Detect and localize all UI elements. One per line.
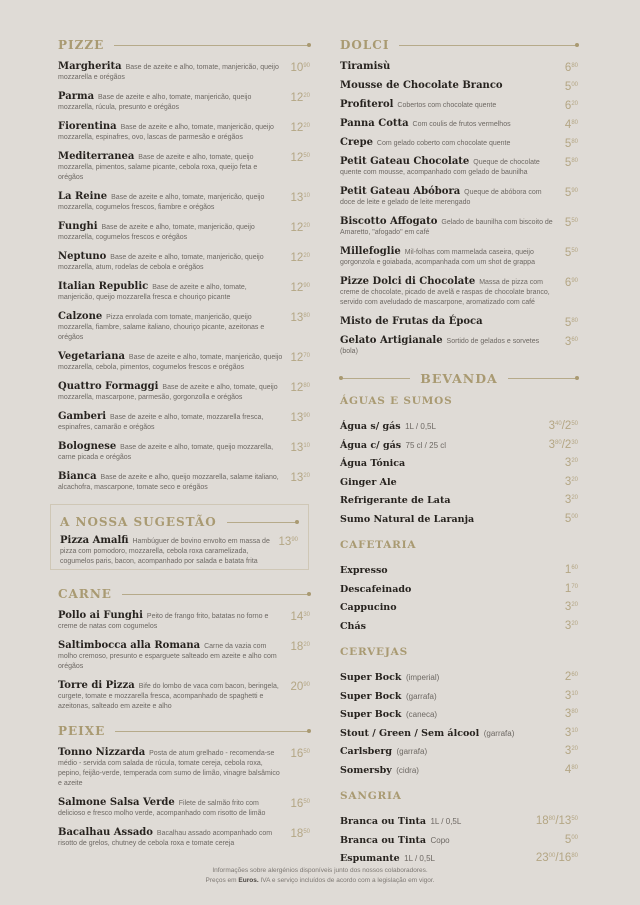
drink-label: [340, 509, 474, 527]
drink-name: Super Bock: [340, 690, 402, 702]
drink-item: [340, 616, 578, 635]
drink-price: $3^{20}$: [564, 494, 578, 506]
item-description: Base de azeite e alho, tomate, manjericão, queijo mozzarella, atum, rodelas de cebola e orégãos: [58, 254, 264, 271]
drink-item: [340, 760, 578, 779]
menu-item: [340, 100, 578, 112]
drink-name: Água c/ gás: [340, 439, 402, 451]
item-description: Queque de abóbora com doce de leite e gelado de leite merengado: [340, 189, 542, 206]
drink-item: [340, 597, 578, 616]
drink-name: Branca ou Tinta: [340, 816, 427, 827]
item-description: Gelado de baunilha com biscoito de Amaretto, "afogado" em café: [340, 219, 553, 236]
item-description: Bacalhau assado acompanhado com risotto de grelos, chutney de cebola roxa e tomate cereja: [58, 830, 273, 847]
item-description: Base de azeite e alho, tomate, manjericão, queijo mozzarella e orégãos: [58, 64, 279, 81]
menu-item: [58, 611, 310, 632]
drink-name: Chás: [340, 620, 366, 632]
item-description: Filete de salmão frito com delicioso e fresco molho verde, acompanhado com risotto de limão: [58, 800, 266, 817]
drink-price: $23^{00}/16^{80}$: [535, 852, 578, 864]
drink-item: [340, 472, 578, 491]
drink-label: [340, 472, 397, 490]
drink-price: $3^{80}/2^{30}$: [548, 438, 578, 451]
item-description: Com coulis de frutos vermelhos: [412, 121, 511, 128]
menu-item: [58, 222, 310, 243]
item-description: Massa de pizza com creme de chocolate, picado de avelã e raspas de chocolate branco, servido com aveludado de mascarpone, aromatizado com café: [340, 279, 550, 306]
item-name: Vegetariana: [58, 351, 125, 362]
item-name: Tonno Nizzarda: [58, 747, 146, 758]
item-text: [340, 217, 565, 238]
menu-item: [340, 119, 578, 131]
drink-label: [340, 723, 514, 741]
menu-item: [58, 152, 310, 183]
item-price: $14^{30}$: [290, 611, 310, 623]
item-description: Pizza enrolada com tomate, manjericão, queijo mozzarella, fiambre, salame italiano, chouriço picante, azeitonas e orégãos: [58, 314, 265, 341]
item-name: Panna Cotta: [340, 118, 409, 129]
drink-name: Branca ou Tinta: [340, 834, 427, 846]
item-price: $12^{80}$: [290, 382, 310, 394]
drink-item: [340, 416, 578, 435]
drink-label: [340, 760, 419, 778]
drink-item: [340, 509, 578, 528]
drink-price: $2^{60}$: [564, 671, 578, 683]
item-description: Base de azeite e alho, tomate, queijo mozzarella, mascarpone, parmesão, gorgonzolla e orégãos: [58, 384, 278, 401]
item-name: Neptuno: [58, 251, 107, 262]
item-name: Parma: [58, 91, 95, 102]
drink-group: [340, 790, 578, 867]
item-name: Mousse de Chocolate Branco: [340, 80, 503, 91]
drink-item: [340, 704, 578, 723]
menu-item: [58, 442, 310, 463]
item-price: $12^{90}$: [290, 282, 310, 294]
menu-item: [340, 157, 578, 178]
item-price: $20^{90}$: [290, 681, 310, 693]
drink-name: Descafeinado: [340, 583, 412, 595]
item-text: [58, 152, 291, 183]
item-name: Mediterranea: [58, 151, 135, 162]
item-name: Gelato Artigianale: [340, 335, 443, 346]
drink-label: [340, 597, 397, 615]
item-name: Pizze Dolci di Chocolate: [340, 276, 476, 287]
drink-item: [340, 435, 578, 454]
item-price: $6^{90}$: [564, 277, 578, 289]
item-price: $13^{10}$: [290, 442, 310, 454]
item-text: [340, 247, 565, 268]
drink-size: (garrafa): [405, 691, 437, 701]
drink-price: $3^{40}/2^{50}$: [548, 420, 578, 432]
drink-name: Super Bock: [340, 709, 402, 720]
item-description: Base de azeite e alho, tomate, manjericão, queijo mozzarella, espinafres, ovo, lascas de parmesão e orégãos: [58, 124, 274, 141]
section-header-bevanda: [340, 369, 578, 387]
item-description: Base de azeite e alho, tomate, manjericão, queijo mozzarella, rúcula, presunto e orégãos: [58, 94, 252, 111]
menu-item: [58, 412, 310, 433]
item-price: $5^{50}$: [564, 217, 578, 229]
item-description: Cobertos com chocolate quente: [397, 102, 497, 109]
item-text: [340, 336, 565, 357]
item-text: [58, 641, 291, 672]
drink-name: Somersby: [340, 764, 392, 776]
item-name: Petit Gateau Abóbora: [340, 186, 461, 197]
drink-size: (garrafa): [396, 747, 428, 756]
drink-price: $3^{20}$: [564, 619, 578, 632]
dolci-list: [340, 62, 578, 357]
drink-size: 75 cl / 25 cl: [405, 440, 447, 450]
menu-item: [58, 472, 310, 493]
item-price: $12^{50}$: [290, 152, 310, 164]
item-price: $12^{20}$: [290, 122, 310, 134]
item-name: Calzone: [58, 311, 103, 322]
drink-name: Stout / Green / Sem álcool: [340, 727, 480, 739]
section-pizze: [58, 36, 310, 493]
drink-price: $4^{80}$: [564, 763, 578, 776]
drink-price: $18^{80}/13^{50}$: [535, 815, 578, 827]
item-name: Biscotto Affogato: [340, 216, 438, 227]
item-price: $18^{20}$: [290, 641, 310, 653]
drink-size: (imperial): [405, 673, 440, 682]
item-description: Base de azeite e alho, tomate, manjericão, queijo mozzarella, cogumelos frescos, fiambre e orégãos: [58, 194, 265, 211]
drink-label: [340, 741, 427, 759]
drink-name: Água Tónica: [340, 458, 406, 469]
item-name: La Reine: [58, 191, 108, 202]
item-price: $5^{80}$: [564, 157, 578, 169]
drink-label: [340, 848, 435, 866]
item-description: Sortido de gelados e sorvetes (bola): [340, 338, 540, 355]
section-title: BEVANDA: [420, 370, 498, 386]
drink-name: Carlsberg: [340, 746, 393, 757]
section-title: PEIXE: [58, 724, 106, 738]
item-price: $12^{20}$: [290, 252, 310, 264]
item-name: Bolognese: [58, 441, 117, 452]
item-description: Queque de chocolate quente com mousse, acompanhado com gelado de baunilha: [340, 159, 540, 176]
drink-size: (cidra): [396, 765, 419, 775]
drink-label: [340, 416, 436, 434]
item-price: $5^{80}$: [564, 138, 578, 150]
section-bevanda: [340, 369, 578, 867]
drink-price: $3^{20}$: [564, 745, 578, 757]
drink-size: (caneca): [405, 710, 438, 719]
drink-price: $5^{00}$: [564, 512, 578, 525]
left-column-lower: [58, 585, 310, 858]
arrow-line-icon: [399, 45, 578, 46]
drink-label: [340, 579, 411, 597]
item-text: [58, 828, 291, 849]
menu-item: [340, 138, 578, 150]
item-price: $13^{20}$: [290, 472, 310, 484]
drink-price: $3^{20}$: [564, 457, 578, 469]
item-text: [58, 312, 291, 343]
item-name: Torre di Pizza: [58, 680, 135, 691]
item-text: [58, 282, 291, 303]
menu-item: [58, 382, 310, 403]
drink-size: 1L / 0,5L: [430, 817, 462, 826]
item-text: [58, 412, 291, 433]
item-name: Saltimbocca alla Romana: [58, 640, 201, 651]
item-description: Base de azeite e alho, tomate, manjericão, queijo mozzarella fresca e chouriço picante: [58, 284, 247, 301]
bevanda-groups: [340, 395, 578, 867]
arrow-line-icon: [115, 731, 310, 732]
drink-item: [340, 741, 578, 760]
pizze-list: [58, 62, 310, 493]
drink-item: [340, 453, 578, 472]
item-price: $13^{90}$: [278, 536, 298, 548]
item-text: [58, 192, 291, 213]
menu-item: [58, 641, 310, 672]
item-price: $5^{00}$: [564, 81, 578, 93]
section-title: DOLCI: [340, 38, 390, 52]
drink-group: [340, 539, 578, 634]
menu-item: [58, 92, 310, 113]
line-right-icon: [508, 378, 578, 379]
section-header-sugestao: [60, 513, 298, 531]
carne-list: [58, 611, 310, 712]
item-description: Posta de atum grelhado - recomenda-se médio - servida com salada de rúcula, tomate cereja, cebola roxa, pepino, feijão-verde, temperada com sumo de limão, vinagre balsâmico e azeite: [58, 750, 280, 787]
item-name: Italian Republic: [58, 281, 149, 292]
section-header-carne: [58, 585, 310, 603]
drink-label: [340, 560, 388, 578]
item-name: Pizza Amalfi: [60, 535, 129, 546]
item-text: [58, 472, 291, 493]
item-name: Tiramisù: [340, 61, 391, 72]
item-name: Funghi: [58, 221, 98, 232]
drink-size: Copo: [430, 835, 450, 845]
drink-name: Expresso: [340, 565, 388, 576]
item-description: Base de azeite e alho, tomate, queijo mozzarella, carne picada e orégãos: [58, 444, 274, 461]
drink-price: $3^{10}$: [564, 726, 578, 739]
drink-label: [340, 667, 439, 685]
drink-name: Ginger Ale: [340, 476, 397, 488]
menu-item: [58, 192, 310, 213]
item-description: Base de azeite e alho, tomate, manjericão, queijo mozzarella, cogumelos frescos e orégãos: [58, 224, 255, 241]
drink-name: Água s/ gás: [340, 421, 401, 432]
item-name: Petit Gateau Chocolate: [340, 156, 470, 167]
item-text: [340, 317, 565, 329]
item-price: $6^{80}$: [564, 62, 578, 74]
item-description: Peito de frango frito, batatas no forno e creme de natas com cogumelos: [58, 613, 269, 630]
item-name: Bacalhau Assado: [58, 827, 153, 838]
drink-size: 1L / 0,5L: [405, 422, 436, 431]
item-text: [58, 681, 291, 712]
menu-item: [58, 312, 310, 343]
drink-size: (garrafa): [483, 728, 515, 738]
item-price: $6^{20}$: [564, 100, 578, 112]
menu-item: [58, 282, 310, 303]
item-price: $13^{90}$: [290, 412, 310, 424]
allergen-note: Informações sobre alergénios disponíveis junto dos nossos colaboradores.: [212, 867, 428, 874]
group-title: CERVEJAS: [340, 646, 408, 658]
drink-item: [340, 667, 578, 686]
drink-name: Cappucino: [340, 602, 397, 613]
item-name: Gamberi: [58, 411, 107, 422]
drink-item: [340, 811, 578, 830]
section-header-dolci: [340, 36, 578, 54]
price-note: Preços em Euros. IVA e serviço incluídos de acordo com a legislação em vigor.: [205, 876, 435, 884]
drink-price: $5^{00}$: [564, 833, 578, 846]
menu-item: [340, 187, 578, 208]
section-dolci: [340, 36, 578, 357]
menu-item: [340, 247, 578, 268]
menu-item: [58, 352, 310, 373]
item-name: Millefoglie: [340, 246, 401, 257]
menu-item: [340, 317, 578, 329]
item-description: Bife do lombo de vaca com bacon, beringela, curgete, tomate e mozzarella fresca, acompanhado de spaghetti e azeitonas, salteado em azeite e alho: [58, 683, 279, 710]
item-description: Base de azeite e alho, tomate, queijo mozzarella, pimentos, salame picante, cebola roxa, queijo feta e orégãos: [58, 154, 258, 181]
drink-label: [340, 435, 446, 453]
drink-label: [340, 811, 461, 829]
arrow-line-icon: [227, 522, 298, 523]
drink-group: [340, 395, 578, 527]
item-text: [58, 748, 291, 789]
item-text: [58, 62, 291, 83]
drink-label: [340, 686, 437, 704]
group-title: CAFETARIA: [340, 539, 417, 551]
menu-item: [340, 277, 578, 308]
item-name: Fiorentina: [58, 121, 117, 132]
item-text: [60, 536, 279, 567]
menu-item: [58, 122, 310, 143]
item-description: Hambúguer de bovino envolto em massa de pizza com pomodoro, mozzarella, cebola roxa caramelizada, cogumelos paris, bacon, acompanhado por salada e batata frita: [60, 538, 270, 565]
drink-price: $3^{10}$: [564, 689, 578, 702]
drink-label: [340, 704, 437, 722]
drink-price: $3^{20}$: [564, 601, 578, 613]
drink-group: [340, 646, 578, 778]
item-price: $16^{50}$: [290, 748, 310, 760]
drink-price: $1^{70}$: [564, 582, 578, 595]
arrow-line-icon: [114, 45, 310, 46]
drink-item: [340, 830, 578, 849]
menu-item: [58, 748, 310, 789]
suggestion-box: [50, 504, 309, 570]
item-text: [340, 100, 565, 112]
drink-name: Espumante: [340, 853, 400, 864]
item-price: $4^{80}$: [564, 119, 578, 131]
item-text: [58, 382, 291, 403]
footer-note: [0, 866, 640, 885]
item-text: [58, 611, 291, 632]
right-column: [340, 36, 578, 867]
item-description: Base de azeite e alho, queijo mozzarella, salame italiano, alcachofra, mascarpone, tomate seco e orégãos: [58, 474, 279, 491]
drink-size: 1L / 0,5L: [404, 854, 435, 863]
arrow-line-icon: [122, 594, 310, 595]
item-price: $10^{90}$: [290, 62, 310, 74]
item-price: $16^{50}$: [290, 798, 310, 810]
menu-item: [58, 252, 310, 273]
drink-label: [340, 830, 450, 848]
item-text: [58, 122, 291, 143]
drink-name: Sumo Natural de Laranja: [340, 513, 475, 525]
item-description: Base de azeite e alho, tomate, mozzarella fresca, espinafres, camarão e orégãos: [58, 414, 264, 431]
menu-item: [340, 336, 578, 357]
item-text: [58, 92, 291, 113]
section-header-peixe: [58, 722, 310, 740]
item-price: $5^{90}$: [564, 187, 578, 199]
drink-name: Refrigerante de Lata: [340, 495, 451, 506]
section-peixe: [58, 722, 310, 849]
drink-price: $1^{60}$: [564, 564, 578, 576]
drink-label: [340, 490, 451, 508]
item-text: [58, 222, 291, 243]
item-name: Salmone Salsa Verde: [58, 797, 175, 808]
item-name: Margherita: [58, 61, 122, 72]
item-price: $12^{70}$: [290, 352, 310, 364]
menu-item: [58, 681, 310, 712]
group-title: SANGRIA: [340, 790, 402, 802]
item-price: $3^{60}$: [564, 336, 578, 348]
item-price: $12^{20}$: [290, 92, 310, 104]
item-text: [340, 187, 565, 208]
item-price: $13^{80}$: [290, 312, 310, 324]
drink-item: [340, 560, 578, 579]
item-text: [58, 252, 291, 273]
item-price: $5^{50}$: [564, 247, 578, 259]
section-header-pizze: [58, 36, 310, 54]
item-price: $5^{80}$: [564, 317, 578, 329]
drink-label: [340, 453, 405, 471]
drink-item: [340, 490, 578, 509]
item-text: [340, 81, 565, 93]
item-text: [340, 157, 565, 178]
menu-item: [58, 62, 310, 83]
menu-item: [340, 62, 578, 74]
item-price: $13^{10}$: [290, 192, 310, 204]
item-name: Bianca: [58, 471, 97, 482]
drink-item: [340, 579, 578, 598]
section-title: CARNE: [58, 587, 112, 601]
section-title: PIZZE: [58, 38, 105, 52]
item-text: [340, 277, 565, 308]
item-name: Crepe: [340, 137, 373, 148]
item-name: Misto de Frutas da Época: [340, 316, 483, 327]
peixe-list: [58, 748, 310, 849]
drink-price: $3^{20}$: [564, 475, 578, 488]
item-price: $12^{20}$: [290, 222, 310, 234]
drink-name: Super Bock: [340, 672, 402, 683]
drink-item: [340, 848, 578, 867]
menu-item: [58, 798, 310, 819]
drink-item: [340, 686, 578, 705]
menu-item: [58, 828, 310, 849]
drink-price: $3^{80}$: [564, 708, 578, 720]
group-title: ÁGUAS E SUMOS: [340, 395, 453, 407]
item-description: Carne da vazia com molho cremoso, presunto e esparguete salteado em azeite e alho com orégãos: [58, 643, 277, 670]
item-text: [58, 798, 291, 819]
section-title: A NOSSA SUGESTÃO: [60, 515, 217, 529]
item-description: Com gelado coberto com chocolate quente: [376, 140, 511, 147]
item-price: $18^{50}$: [290, 828, 310, 840]
drink-item: [340, 723, 578, 742]
item-text: [340, 62, 565, 74]
line-left-icon: [340, 378, 410, 379]
item-description: Mil-folhas com marmelada caseira, queijo gorgonzola e goiabada, acompanhada com um shot de grappa: [340, 249, 535, 266]
item-description: Base de azeite e alho, tomate, manjericão, queijo mozzarella, cebola, pimentos, cogumelos frescos e orégãos: [58, 354, 283, 371]
section-carne: [58, 585, 310, 712]
item-name: Profiterol: [340, 99, 394, 110]
item-text: [58, 442, 291, 463]
item-text: [340, 119, 565, 131]
item-name: Pollo ai Funghi: [58, 610, 143, 621]
menu-item: [340, 217, 578, 238]
menu-item: [60, 536, 298, 567]
item-name: Quattro Formaggi: [58, 381, 159, 392]
drink-label: [340, 616, 366, 634]
item-text: [58, 352, 291, 373]
left-column: [58, 36, 310, 502]
menu-item: [340, 81, 578, 93]
item-text: [340, 138, 565, 150]
